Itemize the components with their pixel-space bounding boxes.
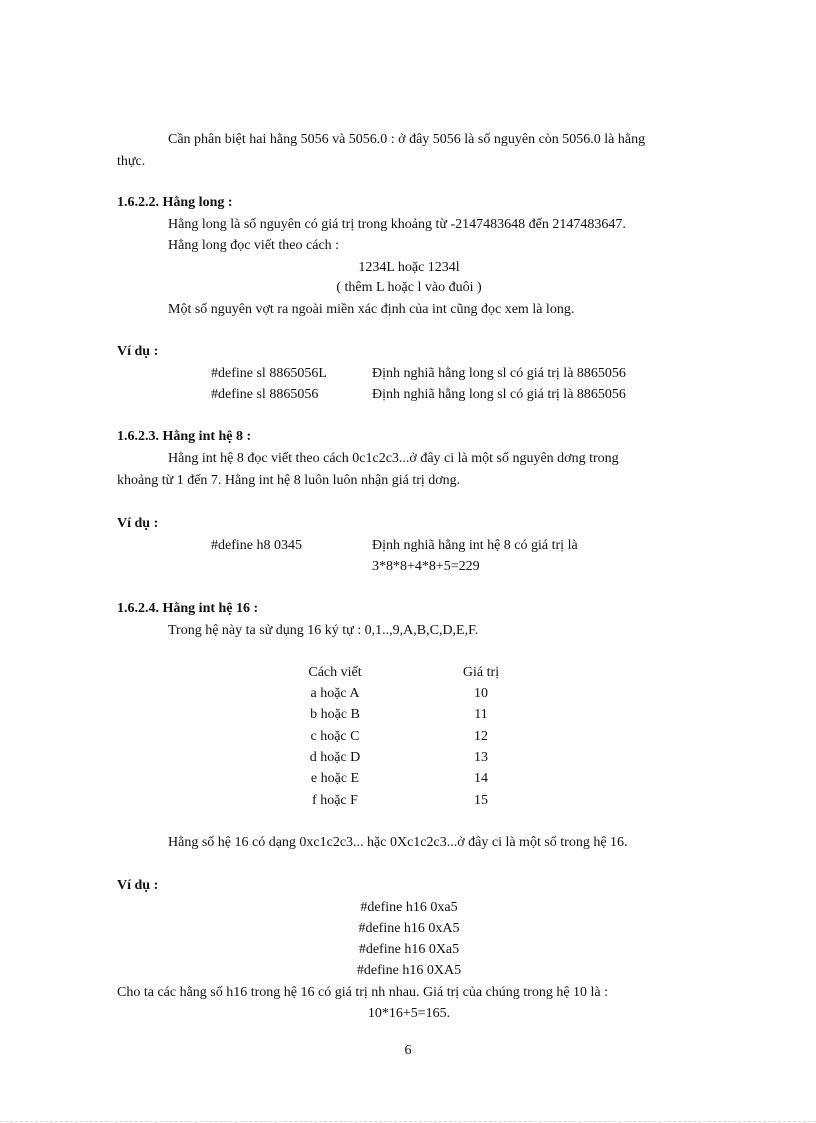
hex-table-row-notation: e hoặc E bbox=[310, 771, 360, 786]
example-2-label: Ví dụ : bbox=[117, 516, 159, 531]
s1623-paragraph-1: Hằng int hệ 8 đọc viết theo cách 0c1c2c3...ở đây ci là một số nguyên dơng trong bbox=[168, 451, 619, 466]
hex-table-row-value: 15 bbox=[474, 793, 488, 808]
hex-table-row-notation: f hoặc F bbox=[312, 793, 358, 808]
hex-table-header-value: Giá trị bbox=[462, 665, 500, 680]
hex-table-row-value: 13 bbox=[474, 750, 488, 765]
hex-table-row-notation: c hoặc C bbox=[310, 729, 360, 744]
example-3-define-1: #define h16 0xa5 bbox=[360, 900, 458, 915]
example-3-label: Ví dụ : bbox=[117, 878, 159, 893]
example-2-desc-1: Định nghiã hằng int hệ 8 có giá trị là bbox=[372, 538, 578, 553]
hex-table-row-notation: d hoặc D bbox=[309, 750, 361, 765]
page-number: 6 bbox=[404, 1043, 412, 1058]
page-bottom-divider bbox=[0, 1121, 816, 1122]
hex-table-header-notation: Cách viết bbox=[308, 665, 362, 680]
s1624-paragraph-1: Trong hệ này ta sử dụng 16 ký tự : 0,1..,9,A,B,C,D,E,F. bbox=[168, 623, 479, 638]
s1622-form: 1234L hoặc 1234l bbox=[358, 260, 460, 275]
example-2-code: #define h8 0345 bbox=[211, 538, 302, 553]
s1624-paragraph-2: Hằng số hệ 16 có dạng 0xc1c2c3... hặc 0Xc1c2c3...ở đây ci là một số trong hệ 16. bbox=[168, 835, 628, 850]
heading-1624: 1.6.2.4. Hằng int hệ 16 : bbox=[117, 601, 259, 616]
s1622-note: ( thêm L hoặc l vào đuôi ) bbox=[336, 280, 482, 295]
example-1-code-1: #define sl 8865056L bbox=[211, 366, 327, 381]
example-3-paragraph-1: Cho ta các hằng số h16 trong hệ 16 có giá trị nh nhau. Giá trị của chúng trong hệ 10 là : bbox=[117, 985, 609, 1000]
hex-table-row-notation: a hoặc A bbox=[310, 686, 360, 701]
s1623-paragraph-2: khoảng từ 1 đến 7. Hằng int hệ 8 luôn luôn nhận giá trị dơng. bbox=[117, 473, 461, 488]
example-3-paragraph-2: 10*16+5=165. bbox=[367, 1006, 451, 1021]
example-3-define-4: #define h16 0XA5 bbox=[356, 963, 462, 978]
heading-1623: 1.6.2.3. Hằng int hệ 8 : bbox=[117, 429, 252, 444]
intro-line-2: thực. bbox=[117, 154, 146, 169]
example-2-desc-2: 3*8*8+4*8+5=229 bbox=[372, 559, 480, 574]
example-1-desc-2: Định nghiã hằng long sl có giá trị là 8865056 bbox=[372, 387, 626, 402]
intro-line-1: Cần phân biệt hai hằng 5056 và 5056.0 : ở đây 5056 là số nguyên còn 5056.0 là hằng bbox=[168, 132, 646, 147]
hex-table-row-value: 14 bbox=[474, 771, 488, 786]
hex-table-row-value: 11 bbox=[474, 707, 488, 722]
s1622-paragraph-3: Một số nguyên vợt ra ngoài miền xác định của int cũng đọc xem là long. bbox=[168, 302, 575, 317]
hex-table-row-notation: b hoặc B bbox=[310, 707, 360, 722]
s1622-paragraph-1: Hằng long là số nguyên có giá trị trong khoảng từ -2147483648 đến 2147483647. bbox=[168, 217, 626, 232]
example-1-desc-1: Định nghiã hằng long sl có giá trị là 8865056 bbox=[372, 366, 626, 381]
example-1-label: Ví dụ : bbox=[117, 344, 159, 359]
example-1-code-2: #define sl 8865056 bbox=[211, 387, 319, 402]
s1622-paragraph-2: Hằng long đọc viết theo cách : bbox=[168, 238, 340, 253]
heading-1622: 1.6.2.2. Hằng long : bbox=[117, 195, 233, 210]
example-3-define-3: #define h16 0Xa5 bbox=[358, 942, 460, 957]
hex-table-row-value: 10 bbox=[474, 686, 488, 701]
hex-table-row-value: 12 bbox=[474, 729, 488, 744]
example-3-define-2: #define h16 0xA5 bbox=[358, 921, 460, 936]
